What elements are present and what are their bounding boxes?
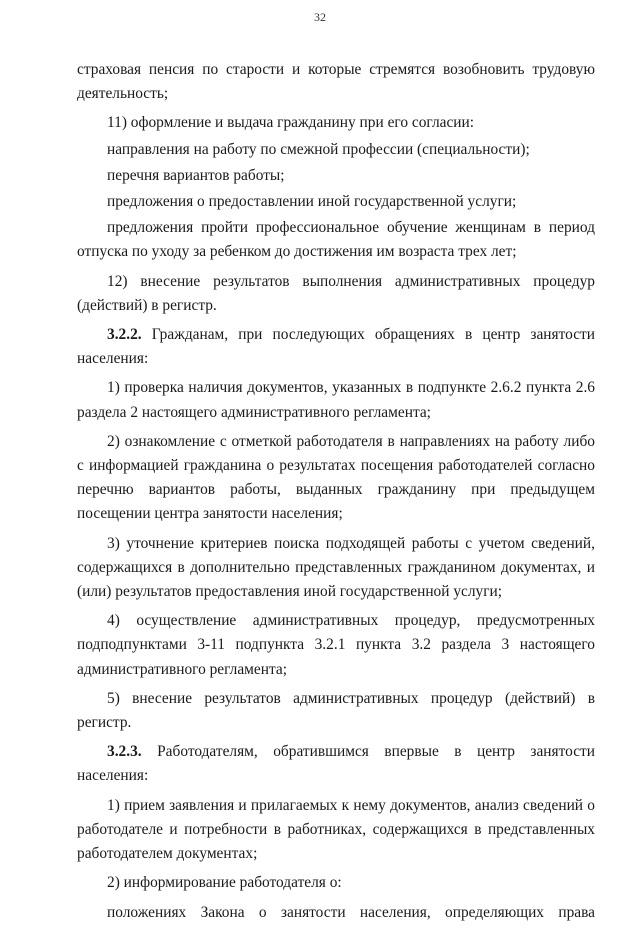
paragraph: предложения о предоставлении иной государственной услуги;	[107, 193, 517, 211]
paragraph: 2) информирование работодателя о:	[107, 874, 342, 892]
page-number: 32	[314, 10, 326, 24]
paragraph: 2) ознакомление с отметкой работодателя в направлениях на работу либо с информацией гражданина о результатах посещения работодателей согласно перечню вариантов работы, выданных гражданину при предыдущем посещении центра занятости населения;	[77, 432, 595, 523]
paragraph: 1) проверка наличия документов, указанных в подпункте 2.6.2 пункта 2.6 раздела 2 настоящего административного регламента;	[77, 379, 595, 421]
section-text: Гражданам, при последующих обращениях в центр занятости населения:	[77, 326, 595, 368]
section-number: 3.2.2.	[107, 326, 142, 344]
paragraph: предложения пройти профессиональное обучение женщинам в период отпуска по уходу за ребенком до достижения им возраста трех лет;	[77, 219, 595, 261]
section-paragraph	[77, 323, 595, 371]
paragraph: 4) осуществление административных процедур, предусмотренных подподпунктами 3-11 подпункта 3.2.1 пункта 3.2 раздела 3 настоящего административного регламента;	[77, 612, 595, 678]
paragraph: направления на работу по смежной профессии (специальности);	[107, 140, 530, 158]
paragraph: 3) уточнение критериев поиска подходящей работы с учетом сведений, содержащихся в дополнительно представленных гражданином документах, и (или) результатов предоставления иной государственной услуги;	[77, 534, 595, 601]
section-number: 3.2.3.	[107, 743, 142, 761]
paragraph: 11) оформление и выдача гражданину при его согласии:	[107, 114, 475, 132]
paragraph: положениях Закона о занятости населения, определяющих права	[107, 903, 595, 921]
paragraph: 1) прием заявления и прилагаемых к нему документов, анализ сведений о работодателе и потребности в работниках, содержащихся в представленных работодателем документах;	[77, 796, 595, 863]
paragraph: страховая пенсия по старости и которые стремятся возобновить трудовую деятельность;	[77, 61, 595, 103]
section-text: Работодателям, обратившимся впервые в центр занятости населения:	[77, 743, 595, 785]
paragraph: 12) внесение результатов выполнения административных процедур (действий) в регистр.	[77, 272, 595, 314]
document-body	[77, 58, 595, 930]
section-paragraph	[77, 740, 595, 788]
paragraph: перечня вариантов работы;	[107, 166, 285, 184]
paragraph: 5) внесение результатов административных процедур (действий) в регистр.	[77, 689, 595, 732]
